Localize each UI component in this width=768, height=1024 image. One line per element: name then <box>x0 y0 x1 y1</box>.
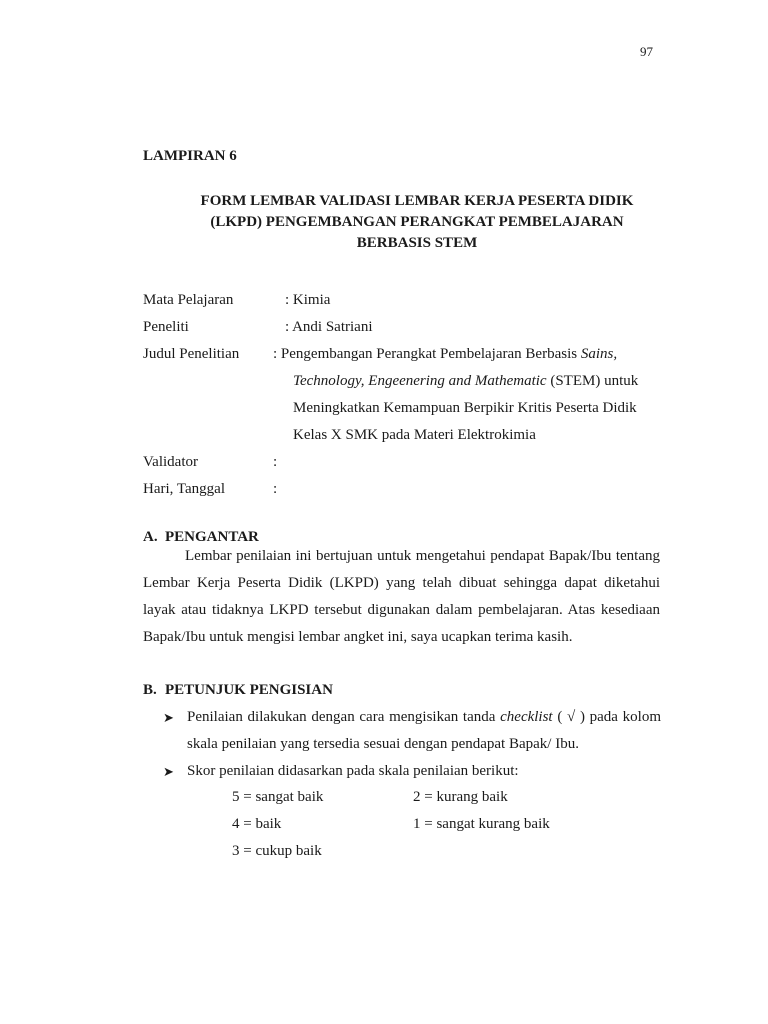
scale-3: 3 = cukup baik <box>232 843 322 859</box>
meta-validator-value: : <box>273 454 278 470</box>
arrow-bullet-icon: ➤ <box>163 710 174 725</box>
section-b-bullet-1-text: Penilaian dilakukan dengan cara mengisikan tanda checklist ( √ ) pada kolom skala penilaian yang tersedia sesuai dengan pendapat Bapak/ Ibu. <box>187 709 662 752</box>
meta-validator-label: Validator <box>143 454 198 470</box>
scale-1: 1 = sangat kurang baik <box>413 816 550 832</box>
section-a-number: A. <box>143 529 158 545</box>
meta-subject-label: Mata Pelajaran <box>143 292 234 308</box>
meta-subject-value: : Kimia <box>285 292 331 308</box>
meta-researcher-label: Peneliti <box>143 319 189 335</box>
section-b-bullet-2 <box>163 758 661 785</box>
meta-researcher-value: : Andi Satriani <box>285 319 373 335</box>
section-a-title: PENGANTAR <box>165 529 259 545</box>
section-b-bullet-2-text: Skor penilaian didasarkan pada skala penilaian berikut: <box>187 763 519 779</box>
meta-research-title-line-3: Meningkatkan Kemampuan Berpikir Kritis Peserta Didik <box>293 400 637 416</box>
form-title-line-2: (LKPD) PENGEMBANGAN PERANGKAT PEMBELAJARAN <box>210 214 624 230</box>
section-b-title: PETUNJUK PENGISIAN <box>165 682 333 698</box>
section-b-heading <box>143 682 333 699</box>
form-title <box>143 191 691 254</box>
meta-research-title-line-4: Kelas X SMK pada Materi Elektrokimia <box>293 427 536 443</box>
form-title-line-3: BERBASIS STEM <box>356 235 478 251</box>
meta-date-label: Hari, Tanggal <box>143 481 225 497</box>
meta-research-title-line-2: Technology, Engeenering and Mathematic (STEM) untuk <box>293 373 639 389</box>
section-b-bullet-1 <box>163 704 661 758</box>
scale-4: 4 = baik <box>232 816 282 832</box>
section-b-number: B. <box>143 682 157 698</box>
scale-5: 5 = sangat baik <box>232 789 324 805</box>
arrow-bullet-icon: ➤ <box>163 764 174 779</box>
appendix-label: LAMPIRAN 6 <box>143 148 237 164</box>
section-a-paragraph: Lembar penilaian ini bertujuan untuk mengetahui pendapat Bapak/Ibu tentang Lembar Kerja Peserta Didik (LKPD) yang telah dibuat sehingga dapat diketahui layak atau tidaknya LKPD tersebut digunakan dalam pembelajaran. Atas kesediaan Bapak/Ibu untuk mengisi lembar angket ini, saya ucapkan terima kasih. <box>143 548 660 645</box>
page-number: 97 <box>640 44 653 59</box>
meta-research-title-line-1: : Pengembangan Perangkat Pembelajaran Berbasis Sains, <box>273 346 618 362</box>
meta-research-title-label: Judul Penelitian <box>143 346 240 362</box>
form-title-line-1: FORM LEMBAR VALIDASI LEMBAR KERJA PESERTA DIDIK <box>200 193 634 209</box>
meta-date-value: : <box>273 481 278 497</box>
scale-2: 2 = kurang baik <box>413 789 508 805</box>
